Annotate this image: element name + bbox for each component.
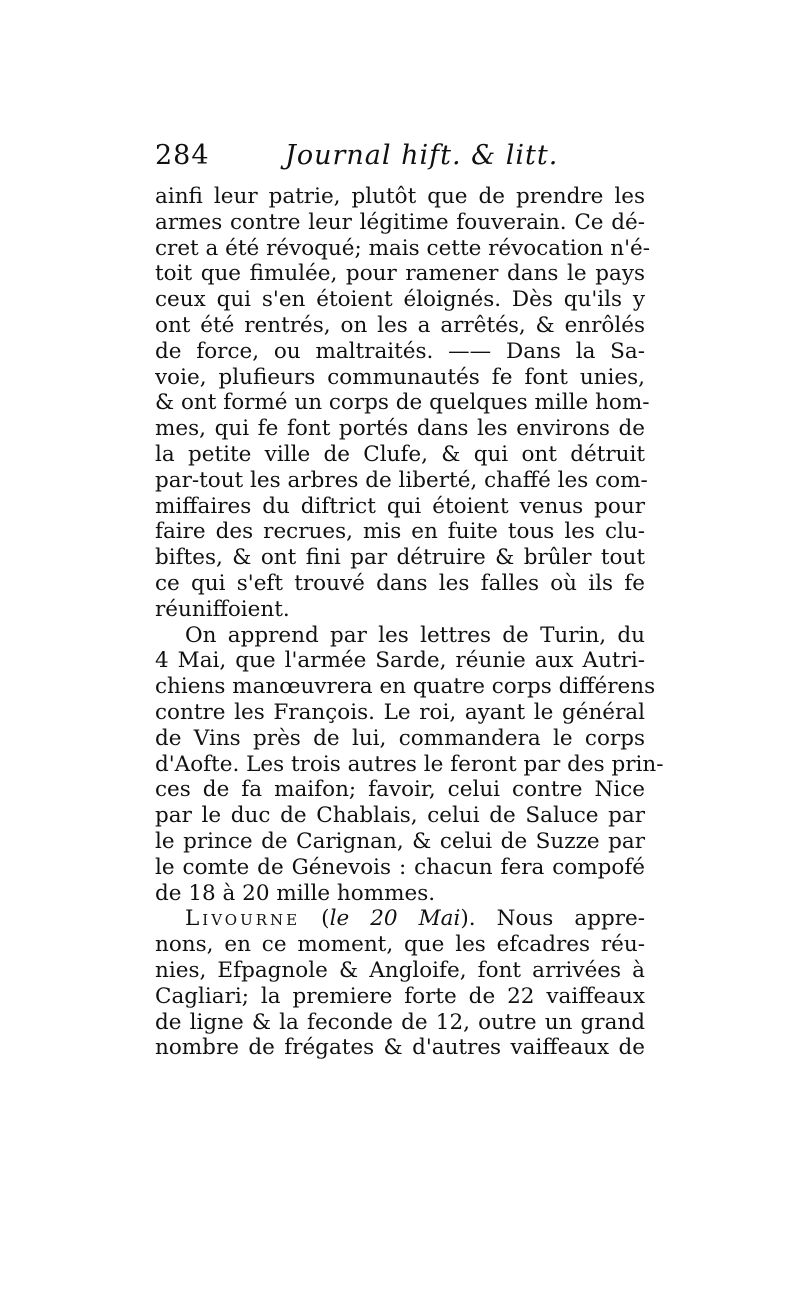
text-line: ainfi leur patrie, plutôt que de prendre les bbox=[155, 184, 645, 209]
text-line: chiens manœuvrera en quatre corps différens bbox=[155, 674, 656, 700]
text-line: toit que fimulée, pour ramener dans le pays bbox=[155, 261, 645, 287]
page-number: 284 bbox=[155, 140, 210, 171]
text-line: cret a été révoqué; mais cette révocation n'é- bbox=[155, 235, 650, 261]
text-line: ont été rentrés, on les a arrêtés, & enrôlés bbox=[155, 312, 645, 338]
page-header bbox=[155, 140, 645, 180]
text-line: de Vins près de lui, commandera le corps bbox=[155, 725, 645, 751]
text-line: de force, ou maltraités. —— Dans la Sa- bbox=[155, 338, 645, 364]
text-line: ceux qui s'en étoient éloignés. Dès qu'ils y bbox=[155, 287, 645, 313]
text-line: armes contre leur légitime fouverain. Ce dé- bbox=[155, 209, 645, 235]
text-line: miffaires du diftrict qui étoient venus pour bbox=[155, 493, 645, 519]
text-line: de ligne & la feconde de 12, outre un grand bbox=[155, 1009, 645, 1035]
text-line: réuniffoient. bbox=[155, 596, 290, 622]
text-line: Cagliari; la premiere forte de 22 vaiffeaux bbox=[155, 983, 645, 1009]
text-line: par le duc de Chablais, celui de Saluce par bbox=[155, 803, 645, 829]
text-line: ce qui s'eft trouvé dans les falles où ils fe bbox=[155, 570, 645, 596]
dateline-date: le 20 Mai bbox=[329, 906, 461, 932]
text-line: d'Aofte. Les trois autres le feront par des prin- bbox=[155, 751, 664, 777]
dateline-place: Livourne bbox=[185, 906, 301, 932]
text-line: nies, Efpagnole & Angloife, font arrivées à bbox=[155, 957, 645, 983]
text-line: voie, plufieurs communautés fe font unies, bbox=[155, 364, 645, 390]
text-line: contre les François. Le roi, ayant le général bbox=[155, 699, 645, 725]
text-line: faire des recrues, mis en fuite tous les clu- bbox=[155, 519, 645, 545]
text-line: 4 Mai, que l'armée Sarde, réunie aux Autri- bbox=[155, 648, 645, 674]
text-line: de 18 à 20 mille hommes. bbox=[155, 880, 436, 906]
text-line: biftes, & ont fini par détruire & brûler tout bbox=[155, 545, 645, 571]
text-line: la petite ville de Clufe, & qui ont détruit bbox=[155, 441, 645, 467]
dateline-line bbox=[155, 906, 645, 932]
text-line: le prince de Carignan, & celui de Suzze par bbox=[155, 828, 645, 854]
text-line: On apprend par les lettres de Turin, du bbox=[185, 622, 645, 648]
body-text bbox=[155, 184, 664, 1061]
text-fragment: Nous appre- bbox=[475, 906, 645, 932]
text-line: par-tout les arbres de liberté, chaffé les com- bbox=[155, 467, 648, 493]
text-line: le comte de Génevois : chacun fera compofé bbox=[155, 854, 645, 880]
text-line: nons, en ce moment, que les efcadres réu- bbox=[155, 932, 645, 958]
dateline-open: ( bbox=[300, 906, 330, 932]
dateline-close: ). bbox=[460, 906, 476, 932]
running-head: Journal hift. & litt. bbox=[285, 140, 559, 171]
text-line: mes, qui fe font portés dans les environs de bbox=[155, 416, 645, 442]
text-line: ces de fa maifon; favoir, celui contre Nice bbox=[155, 777, 645, 803]
text-line: nombre de frégates & d'autres vaiffeaux de bbox=[155, 1035, 645, 1061]
text-line: & ont formé un corps de quelques mille hom- bbox=[155, 390, 650, 416]
